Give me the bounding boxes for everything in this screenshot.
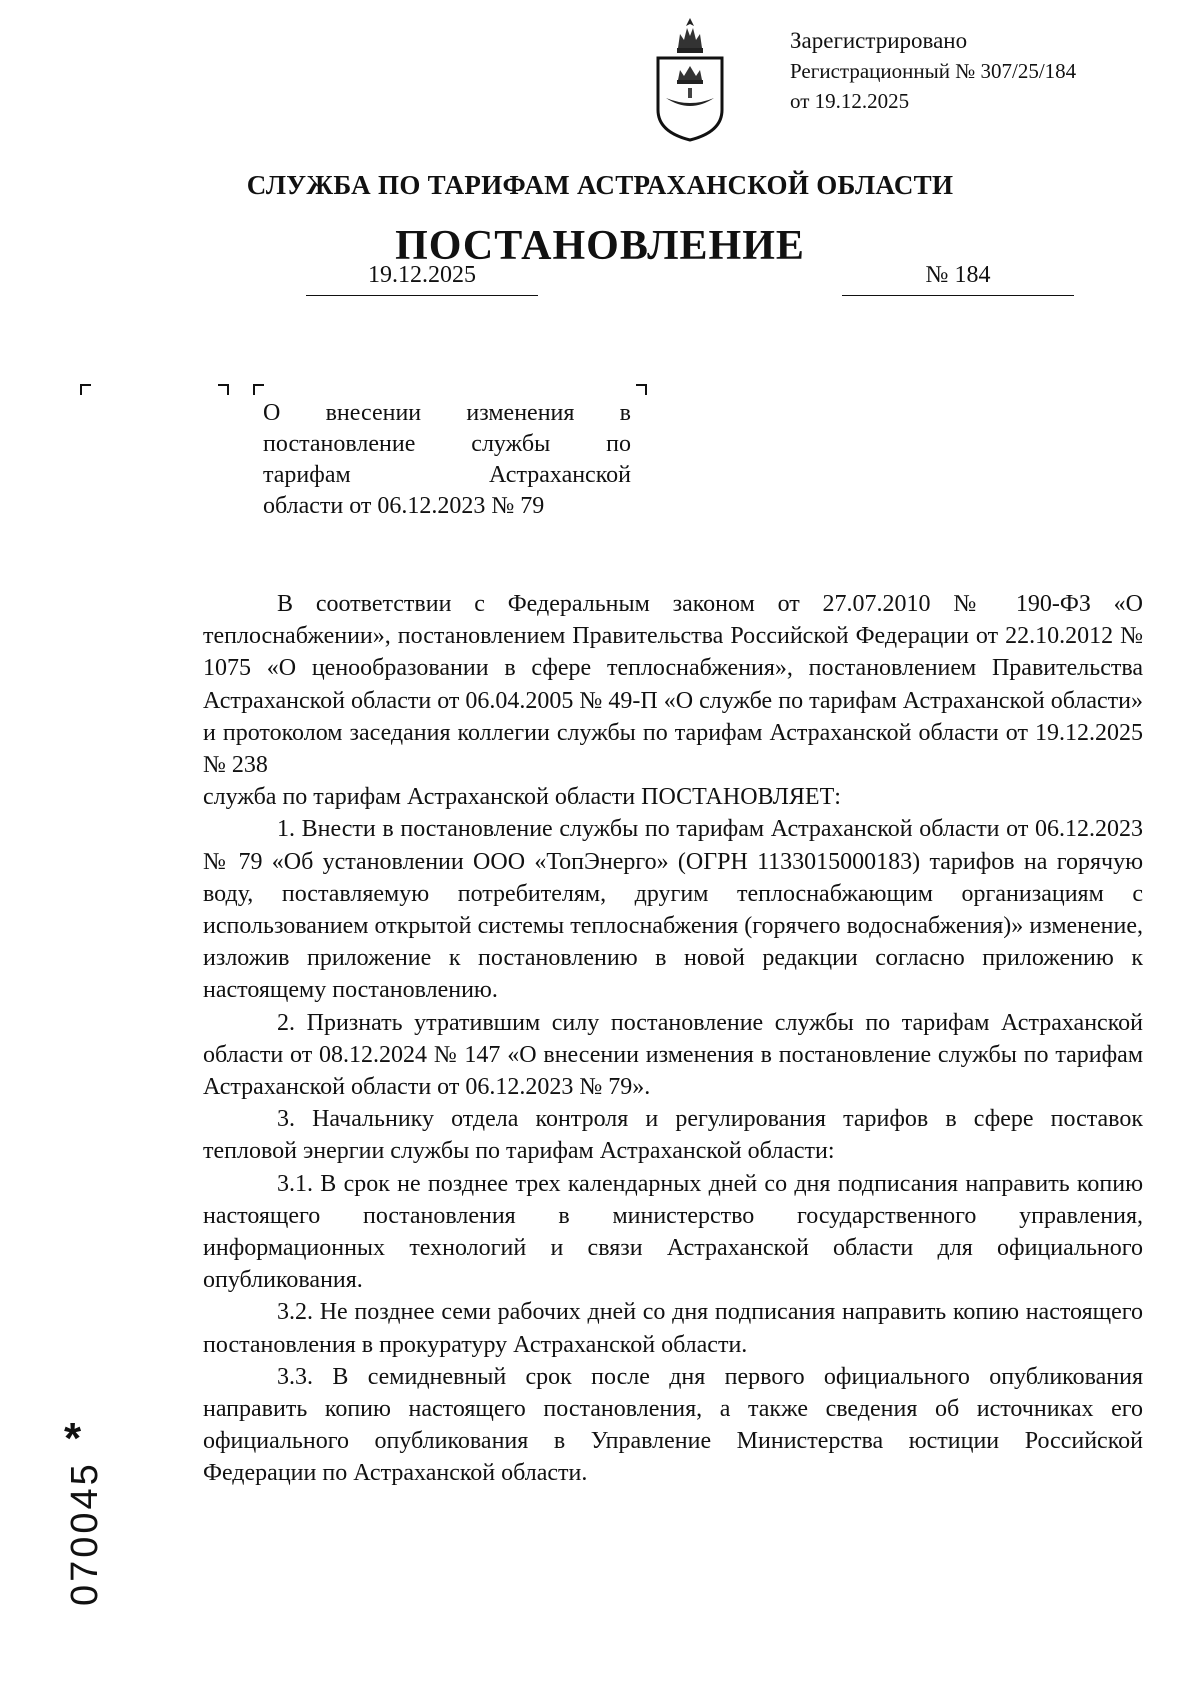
side-asterisk: *	[64, 1414, 82, 1463]
document-body	[203, 588, 1143, 1490]
item-paragraph-3-3: 3.3. В семидневный срок после дня первого официального опубликования направить копию настоящего постановления, а также сведения об источниках его официального опубликования в Управление Министерства юстиции Российской Федерации по Астраханской области.	[203, 1363, 1143, 1487]
corner-mark	[80, 384, 91, 395]
astrakhan-coat-of-arms-icon	[650, 14, 730, 144]
item-paragraph-3-2: 3.2. Не позднее семи рабочих дней со дня подписания направить копию настоящего постановления в прокуратуру Астраханской области.	[203, 1299, 1143, 1358]
subject-line: О внесении изменения в	[263, 400, 631, 426]
item-paragraph-1: 1. Внести в постановление службы по тарифам Астраханской области от 06.12.2023 № 79 «Об установлении ООО «ТопЭнерго» (ОГРН 1133015000183) тарифов на горячую воду, поставляемую потребителям, другим теплоснабжающим организациям с использованием открытой системы теплоснабжения (горячего водоснабжения)» изменение, изложив приложение к постановлению в новой редакции согласно приложению к настоящему постановлению.	[203, 816, 1143, 1004]
document-subject	[263, 398, 631, 522]
corner-mark	[253, 384, 264, 395]
registration-label: Зарегистрировано	[790, 28, 968, 53]
organization-title: СЛУЖБА ПО ТАРИФАМ АСТРАХАНСКОЙ ОБЛАСТИ	[246, 170, 954, 200]
document-type-title: ПОСТАНОВЛЕНИЕ	[395, 223, 805, 269]
document-number: № 184	[842, 262, 1074, 296]
registration-number: Регистрационный № 307/25/184	[790, 59, 1077, 83]
subject-line: тарифам Астраханской	[263, 462, 631, 488]
side-serial-number: 070045	[64, 1461, 106, 1606]
corner-mark	[636, 384, 647, 395]
registration-stamp	[790, 26, 1076, 116]
subject-line: области от 06.12.2023 № 79	[263, 493, 545, 519]
item-paragraph-3-1: 3.1. В срок не позднее трех календарных дней со дня подписания направить копию настоящего постановления в министерство государственного управления, информационных технологий и связи Астраханской области для официального опубликования.	[203, 1170, 1143, 1294]
preamble-paragraph: В соответствии с Федеральным законом от 27.07.2010 № 190-ФЗ «О теплоснабжении», постановлением Правительства Российской Федерации от 22.10.2012 № 1075 «О ценообразовании в сфере теплоснабжения», постановлением Правительства Астраханской области от 06.04.2005 № 49-П «О службе по тарифам Астраханской области» и протоколом заседания коллегии службы по тарифам Астраханской области от 19.12.2025 № 238	[203, 591, 1143, 779]
registration-date: от 19.12.2025	[790, 89, 910, 113]
subject-line: постановление службы по	[263, 431, 631, 457]
corner-mark	[218, 384, 229, 395]
decree-line: служба по тарифам Астраханской области ПОСТАНОВЛЯЕТ:	[203, 784, 841, 811]
document-date: 19.12.2025	[306, 262, 538, 296]
item-paragraph-3: 3. Начальнику отдела контроля и регулирования тарифов в сфере поставок тепловой энергии службы по тарифам Астраханской области:	[203, 1106, 1143, 1165]
item-paragraph-2: 2. Признать утратившим силу постановление службы по тарифам Астраханской области от 08.12.2024 № 147 «О внесении изменения в постановление службы по тарифам Астраханской области от 06.12.2023 № 79».	[203, 1009, 1143, 1101]
